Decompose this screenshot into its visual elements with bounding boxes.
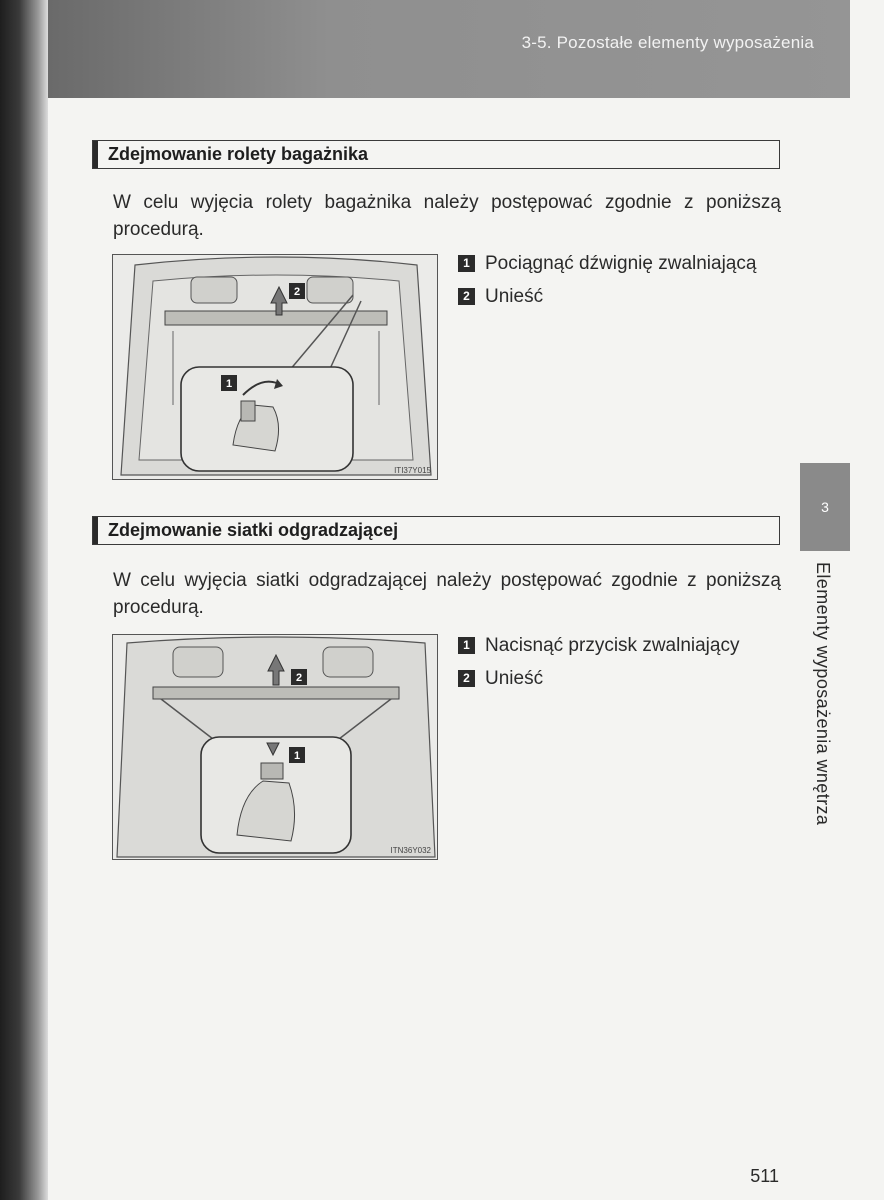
section2-heading xyxy=(92,516,780,545)
trunk-cover-illustration xyxy=(113,255,438,480)
chapter-tab xyxy=(800,463,850,551)
page-number: 511 xyxy=(750,1166,779,1186)
step-text: Pociągnąć dźwignię zwalniającą xyxy=(485,253,757,274)
step-number-badge: 1 xyxy=(458,637,475,654)
cargo-net-illustration xyxy=(113,635,438,860)
chapter-number: 3 xyxy=(821,499,829,515)
section1-heading-text: Zdejmowanie rolety bagażnika xyxy=(108,144,369,164)
step-text: Unieść xyxy=(485,286,544,307)
step-item xyxy=(458,665,780,692)
heading-marker xyxy=(93,141,98,168)
figure-code: ITN36Y032 xyxy=(390,846,431,855)
figure-code: ITI37Y015 xyxy=(394,466,431,475)
step-number-badge: 2 xyxy=(458,288,475,305)
svg-text:1: 1 xyxy=(225,378,233,390)
step-item xyxy=(458,283,780,310)
section2-paragraph: W celu wyjęcia siatki odgradzającej należy postępować zgodnie z poniższą procedurą. xyxy=(113,570,781,618)
heading-marker xyxy=(93,517,98,544)
section1-paragraph: W celu wyjęcia rolety bagażnika należy postępować zgodnie z poniższą procedurą. xyxy=(113,192,781,240)
section2-steps xyxy=(458,632,780,698)
step-number-badge: 2 xyxy=(458,670,475,687)
step-item xyxy=(458,632,780,659)
book-spine-shadow xyxy=(0,0,48,1200)
svg-text:2: 2 xyxy=(293,286,301,298)
step-text: Unieść xyxy=(485,668,544,689)
section1-figure xyxy=(112,254,438,480)
section2-heading-text: Zdejmowanie siatki odgradzającej xyxy=(108,520,399,540)
step-item xyxy=(458,250,780,277)
section-title: 3-5. Pozostałe elementy wyposażenia xyxy=(521,33,814,52)
page-header xyxy=(48,0,850,98)
svg-text:1: 1 xyxy=(293,750,301,762)
step-text: Nacisnąć przycisk zwalniający xyxy=(485,635,740,656)
section2-figure xyxy=(112,634,438,860)
section1-steps xyxy=(458,250,780,316)
step-number-badge: 1 xyxy=(458,255,475,272)
section1-heading xyxy=(92,140,780,169)
chapter-label: Elementy wyposażenia wnętrza xyxy=(813,562,833,826)
svg-text:2: 2 xyxy=(295,672,303,684)
